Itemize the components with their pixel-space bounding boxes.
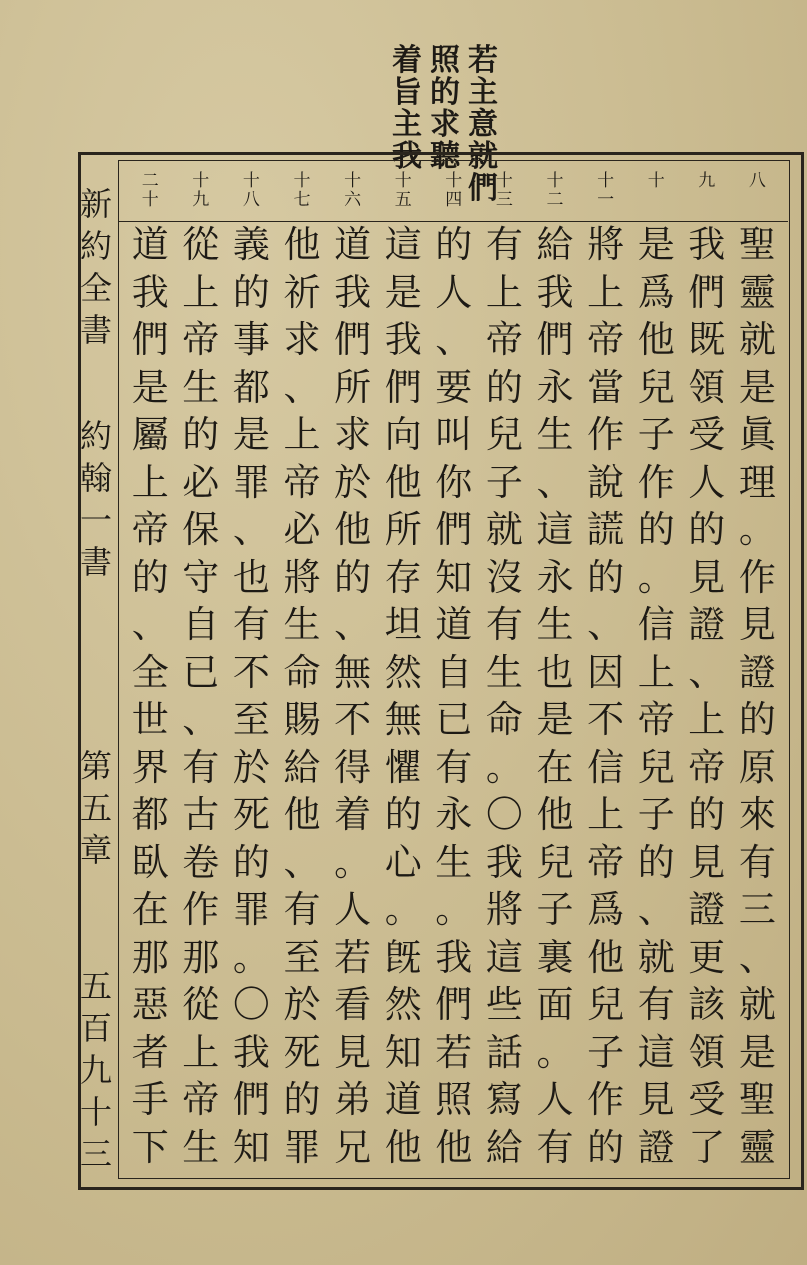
section-title: 約 翰 一 書: [79, 417, 112, 581]
text-column: 從 上 帝 生 的 必 保 守 自 已 、 有 古 卷 作 那 從 上 帝 生: [182, 223, 220, 1169]
chapter-label: 第 五 章: [79, 747, 112, 869]
scripture-body: [125, 223, 783, 1176]
verse-number: 十 七: [293, 171, 311, 210]
header-note-line: 着 旨 主 我: [392, 43, 422, 174]
text-column: 聖 靈 就 是 眞 理 。 作 見 證 的 原 來 有 三 、 就 是 聖 靈: [738, 223, 776, 1169]
verse-number: 十 六: [344, 171, 362, 210]
verse-number: 十 三: [495, 171, 513, 210]
page-gutter: [74, 180, 118, 1173]
verse-number: 十: [647, 171, 665, 191]
text-column: 我 們 既 領 受 人 的 見 證 、 上 帝 的 見 證 更 該 領 受 了: [688, 223, 726, 1169]
text-column: 義 的 事 都 是 罪 、 也 有 不 至 於 死 的 罪 。 〇 我 們 知: [232, 223, 270, 1169]
text-column: 給 我 們 永 生 、 這 永 生 也 是 在 他 兒 子 裏 面 。 人 有: [536, 223, 574, 1169]
text-column: 將 上 帝 當 作 說 謊 的 、 因 不 信 上 帝 爲 他 兒 子 作 的: [587, 223, 625, 1169]
verse-number-rule: [118, 221, 788, 222]
header-note-line: 若 主 意 就 們: [468, 43, 498, 206]
bleed-through-text: [176, 44, 306, 130]
verse-number: 十 九: [192, 171, 210, 210]
verse-number: 二 十: [141, 171, 159, 210]
page-number: 五 百 九 十 三: [79, 967, 112, 1173]
verse-number: 十 四: [445, 171, 463, 210]
text-column: 道 我 們 所 求 於 他 的 、 無 不 得 着 。 人 若 看 見 弟 兄: [334, 223, 372, 1169]
verse-number: 十 八: [242, 171, 260, 210]
text-column: 道 我 們 是 屬 上 帝 的 、 全 世 界 都 臥 在 那 惡 者 手 下: [131, 223, 169, 1169]
verse-number: 十 二: [546, 171, 564, 210]
text-column: 的 人 、 要 叫 你 們 知 道 自 已 有 永 生 。 我 們 若 照 他: [435, 223, 473, 1169]
verse-number: 十 五: [394, 171, 412, 210]
verse-number-strip: [125, 168, 783, 218]
header-note-line: 照 的 求 聽: [430, 43, 460, 174]
text-column: 這 是 我 們 向 他 所 存 坦 然 無 懼 的 心 。 旣 然 知 道 他: [384, 223, 422, 1169]
verse-number: 八: [748, 171, 766, 191]
verse-number: 十 一: [597, 171, 615, 210]
text-column: 有 上 帝 的 兒 子 就 沒 有 生 命 。 〇 我 將 這 些 話 寫 給: [485, 223, 523, 1169]
book-title: 新 約 全 書: [79, 185, 112, 349]
verse-number: 九: [698, 171, 716, 191]
text-column: 他 祈 求 、 上 帝 必 將 生 命 賜 給 他 、 有 至 於 死 的 罪: [283, 223, 321, 1169]
text-column: 是 爲 他 兒 子 作 的 。 信 上 帝 兒 子 的 、 就 有 這 見 證: [637, 223, 675, 1169]
